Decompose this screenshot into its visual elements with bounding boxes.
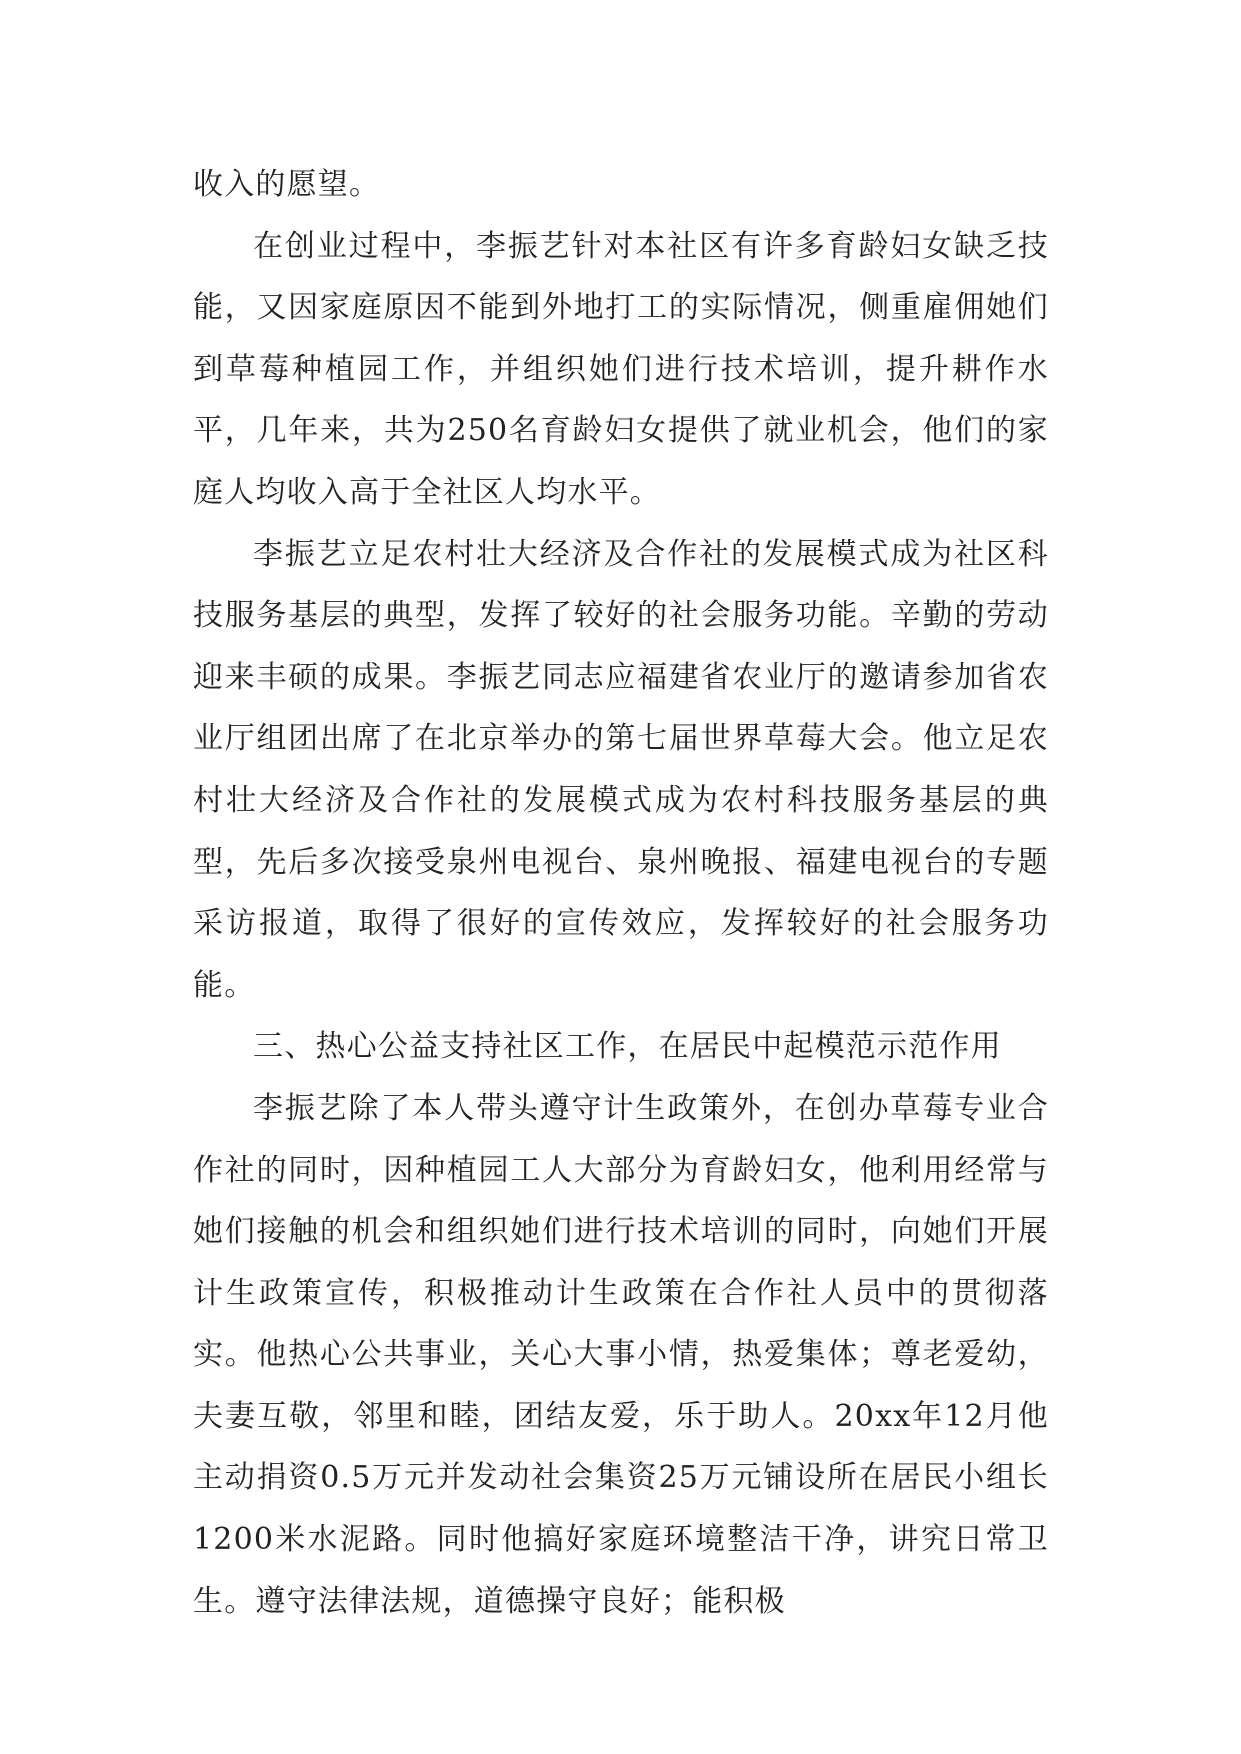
- paragraph-continuation: 收入的愿望。: [193, 167, 381, 202]
- document-body: [193, 154, 1049, 1632]
- paragraph-tech-service: 李振艺立足农村壮大经济及合作社的发展模式成为社区科技服务基层的典型，发挥了较好的社会服务功能。辛勤的劳动迎来丰硕的成果。李振艺同志应福建省农业厅的邀请参加省农业厅组团出席了在北京举办的第七届世界草莓大会。他立足农村壮大经济及合作社的发展模式成为农村科技服务基层的典型，先后多次接受泉州电视台、泉州晚报、福建电视台的专题采访报道，取得了很好的宣传效应，发挥较好的社会服务功能。: [193, 536, 1049, 1003]
- section-heading: 三、热心公益支持社区工作，在居民中起模范示范作用: [253, 1029, 1002, 1065]
- paragraph-public-welfare: 李振艺除了本人带头遵守计生政策外，在创办草莓专业合作社的同时，因种植园工人大部分为育龄妇女，他利用经常与她们接触的机会和组织她们进行技术培训的同时，向她们开展计生政策宣传，积极推动计生政策在合作社人员中的贯彻落实。他热心公共事业，关心大事小情，热爱集体；尊老爱幼，夫妻互敬，邻里和睦，团结友爱，乐于助人。20xx年12月他主动捐资0.5万元并发动社会集资25万元铺设所在居民小组长1200米水泥路。同时他搞好家庭环境整洁干净，讲究日常卫生。遵守法律法规，道德操守良好；能积极: [193, 1090, 1049, 1619]
- paragraph-entrepreneurship: 在创业过程中，李振艺针对本社区有许多育龄妇女缺乏技能，又因家庭原因不能到外地打工的实际情况，侧重雇佣她们到草莓种植园工作，并组织她们进行技术培训，提升耕作水平，几年来，共为250名育龄妇女提供了就业机会，他们的家庭人均收入高于全社区人均水平。: [193, 228, 1049, 510]
